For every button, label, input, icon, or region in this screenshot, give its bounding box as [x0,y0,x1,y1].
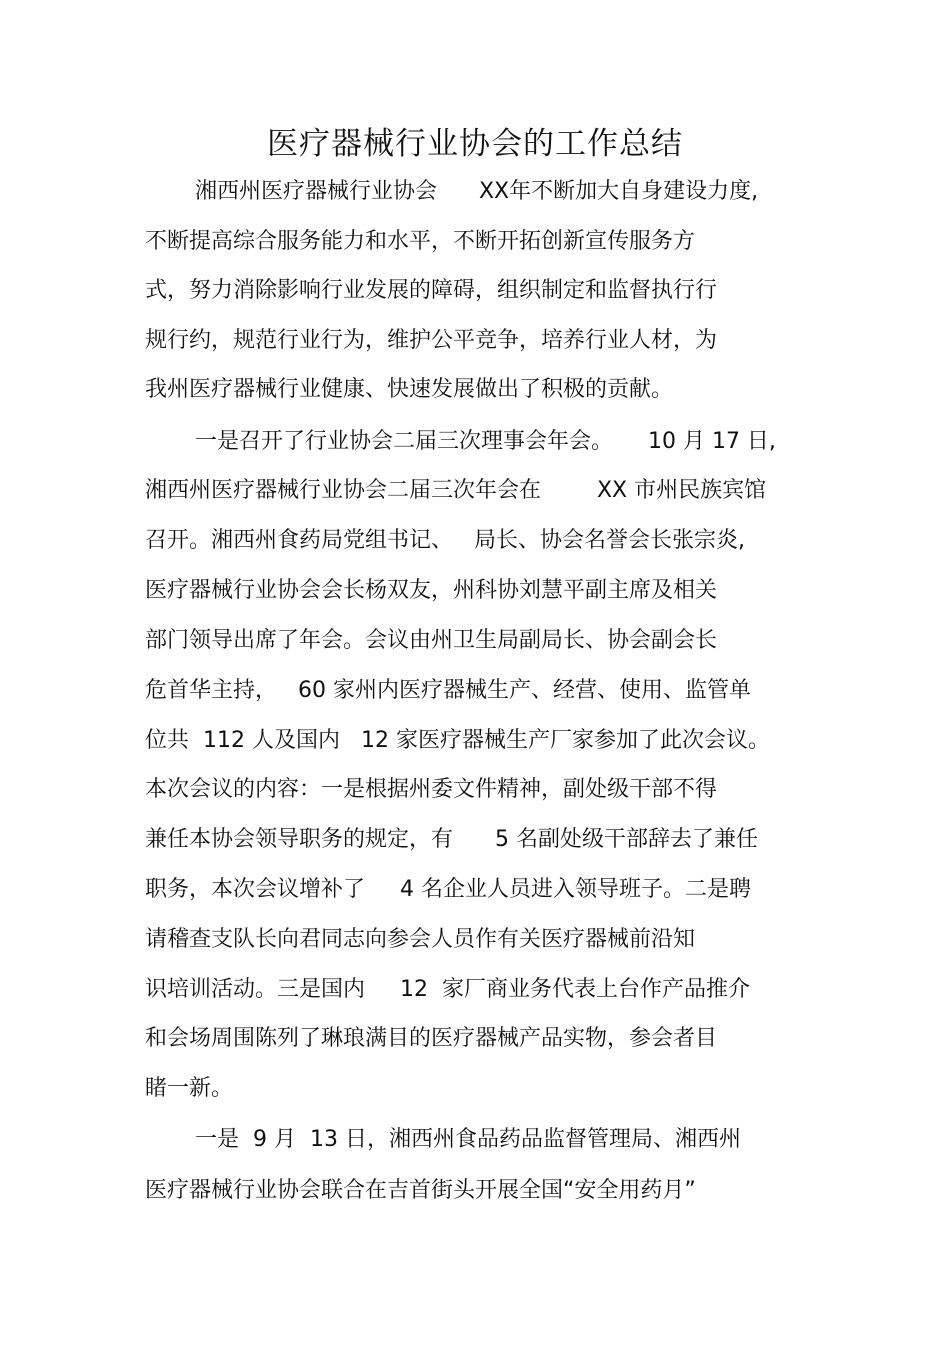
paragraph-line: 湘西州医疗器械行业协会 XX年不断加大自身建设力度, [195,179,759,204]
paragraph-line: 职务，本次会议增补了 4 名企业人员进入领导班子。二是聘 [145,877,751,902]
paragraph-line: 睹一新。 [145,1076,234,1101]
paragraph-line: 湘西州医疗器械行业协会二届三次年会在 XX 市州民族宾馆 [145,478,767,503]
paragraph-line: 部门领导出席了年会。会议由州卫生局副局长、协会副会长 [145,628,718,653]
document-title: 医疗器械行业协会的工作总结 [267,126,683,162]
paragraph-line: 兼任本协会领导职务的规定，有 5 名副处级干部辞去了兼任 [145,827,758,852]
paragraph-line: 一是召开了行业协会二届三次理事会年会。 10 月 17 日, [195,429,776,454]
paragraph-line: 和会场周围陈列了琳琅满目的医疗器械产品实物，参会者目 [145,1026,718,1051]
paragraph-line: 一是 9 月 13 日，湘西州食品药品监督管理局、湘西州 [195,1127,741,1152]
paragraph-line: 识培训活动。三是国内 12 家厂商业务代表上台作产品推介 [145,977,750,1002]
paragraph-line: 医疗器械行业协会会长杨双友，州科协刘慧平副主席及相关 [145,578,718,603]
paragraph-line: 式，努力消除影响行业发展的障碍，组织制定和监督执行行 [145,278,718,303]
paragraph-line: 本次会议的内容：一是根据州委文件精神，副处级干部不得 [145,777,718,802]
paragraph-line: 不断提高综合服务能力和水平，不断开拓创新宣传服务方 [145,229,696,254]
paragraph-line: 危首华主持， 60 家州内医疗器械生产、经营、使用、监管单 [145,678,751,703]
paragraph-line: 我州医疗器械行业健康、快速发展做出了积极的贡献。 [145,377,674,402]
paragraph-line: 请稽查支队长向君同志向参会人员作有关医疗器械前沿知 [145,927,696,952]
paragraph-line: 位共 112 人及国内 12 家医疗器械生产厂家参加了此次会议。 [145,728,770,753]
paragraph-line: 召开。湘西州食药局党组书记、 局长、协会名誉会长张宗炎, [145,528,745,553]
paragraph-line: 规行约，规范行业行为，维护公平竞争，培养行业人材，为 [145,328,718,353]
paragraph-line: 医疗器械行业协会联合在吉首街头开展全国“安全用药月” [145,1178,696,1203]
